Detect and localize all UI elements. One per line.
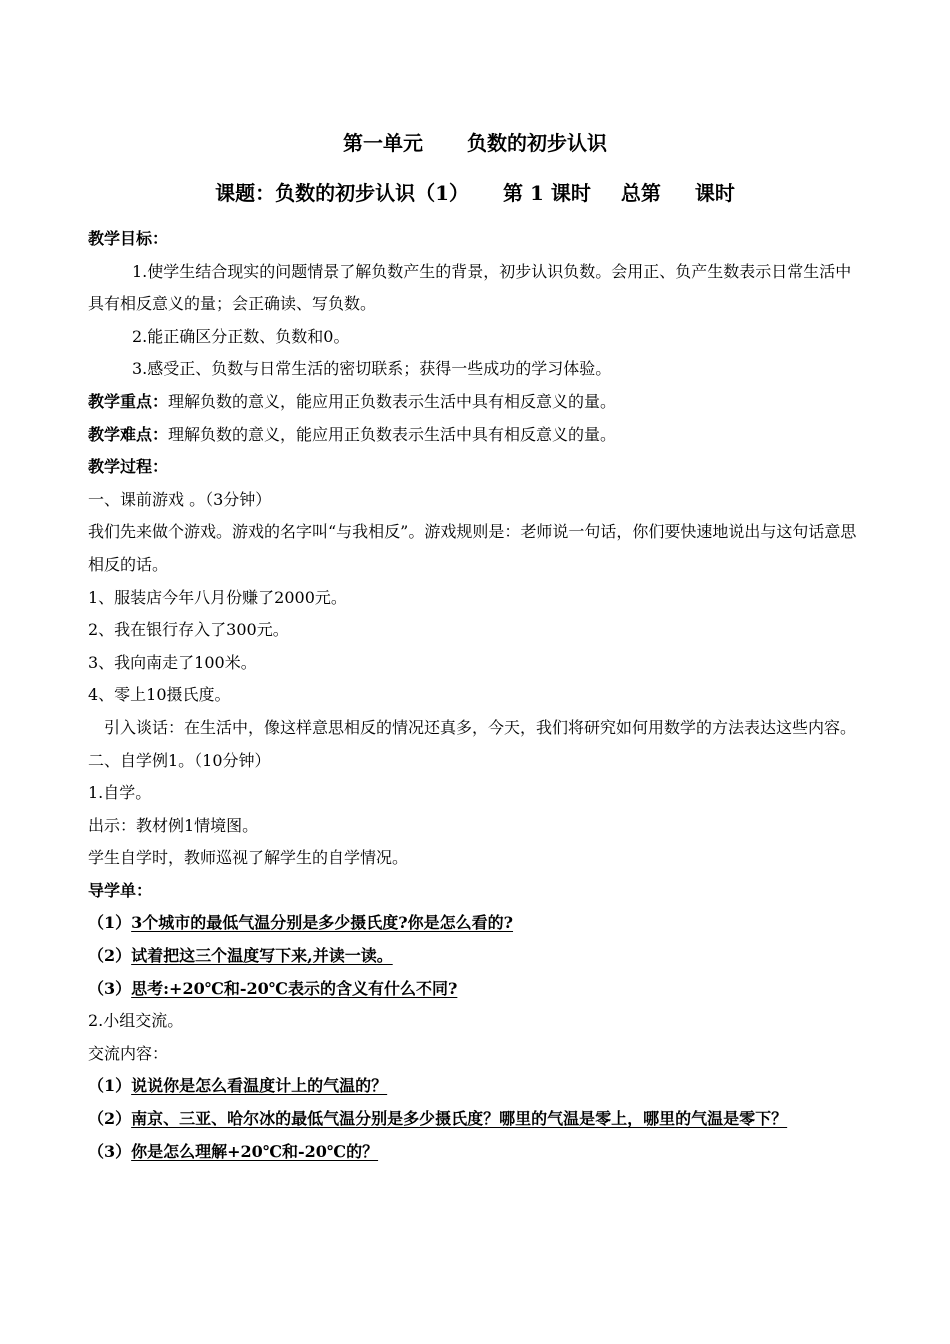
section1-intro: 我们先来做个游戏。游戏的名字叫“与我相反”。游戏规则是：老师说一句话，你们要快速地说出与这句话意思相反的话。 [88, 522, 857, 574]
unit-title [0, 129, 950, 157]
game-item: 1、服装店今年八月份赚了2000元。 [88, 587, 347, 607]
observe-text: 学生自学时，教师巡视了解学生的自学情况。 [88, 848, 409, 868]
lesson-total: 总第 [620, 181, 661, 205]
difficulty-label: 教学难点： [88, 424, 169, 444]
exchange-item-text: 说说你是怎么看温度计上的气温的？ [131, 1076, 388, 1096]
show-text: 出示：教材例1情境图。 [88, 815, 259, 835]
exchange-item [88, 1103, 864, 1136]
exchange-item-num: （1） [88, 1076, 132, 1096]
unit-label: 第一单元 [343, 131, 423, 155]
exchange-item [88, 1070, 864, 1103]
key-point-label: 教学重点： [88, 391, 169, 411]
lesson-title [0, 179, 950, 207]
exchange-item-num: （2） [88, 1109, 132, 1129]
lesson-topic: 课题：负数的初步认识（1） [215, 181, 470, 205]
lesson-unit-word: 课时 [694, 181, 735, 205]
process-heading: 教学过程： [88, 457, 169, 477]
difficulty [88, 419, 864, 452]
difficulty-text: 理解负数的意义，能应用正负数表示生活中具有相反意义的量。 [168, 424, 617, 444]
guide-item-text: 3个城市的最低气温分别是多少摄氏度?你是怎么看的? [131, 913, 514, 933]
lead-in: 引入谈话：在生活中，像这样意思相反的情况还真多，今天，我们将研究如何用数学的方法表达这些内容。 [104, 717, 857, 737]
game-item: 3、我向南走了100米。 [88, 652, 257, 672]
key-point [88, 386, 864, 419]
exchange-item [88, 1136, 864, 1169]
section1-title: 一、课前游戏 。（3分钟） [88, 489, 272, 509]
objective-item: 2.能正确区分正数、负数和0。 [132, 326, 350, 346]
exchange-item-text: 你是怎么理解+20℃和-20℃的？ [131, 1141, 379, 1161]
guide-item-num: （2） [88, 946, 132, 966]
guide-item [88, 940, 864, 973]
guide-item-num: （3） [88, 978, 132, 998]
objective-item: 1.使学生结合现实的问题情景了解负数产生的背景，初步认识负数。会用正、负产生数表示日常生活中具有相反意义的量；会正确读、写负数。 [88, 261, 852, 314]
step2: 2.小组交流。 [88, 1011, 184, 1031]
document-body [88, 223, 864, 1168]
step1: 1.自学。 [88, 783, 152, 803]
exchange-item-num: （3） [88, 1141, 132, 1161]
guide-item [88, 907, 864, 940]
guide-item [88, 973, 864, 1006]
game-item: 2、我在银行存入了300元。 [88, 620, 289, 640]
objective-item: 3.感受正、负数与日常生活的密切联系；获得一些成功的学习体验。 [132, 359, 612, 379]
game-item: 4、零上10摄氏度。 [88, 685, 231, 705]
guide-heading: 导学单： [88, 880, 153, 900]
guide-item-num: （1） [88, 913, 132, 933]
lesson-period: 第 1 课时 [503, 181, 591, 205]
key-point-text: 理解负数的意义，能应用正负数表示生活中具有相反意义的量。 [168, 391, 617, 411]
guide-item-text: 思考:+20℃和-20℃表示的含义有什么不同? [131, 978, 458, 998]
section2-title: 二、自学例1。（10分钟） [88, 750, 271, 770]
objectives-heading: 教学目标： [88, 229, 169, 248]
unit-topic: 负数的初步认识 [467, 131, 607, 155]
exchange-heading: 交流内容： [88, 1043, 169, 1063]
exchange-item-text: 南京、三亚、哈尔冰的最低气温分别是多少摄氏度？哪里的气温是零上，哪里的气温是零下？ [131, 1109, 788, 1129]
guide-item-text: 试着把这三个温度写下来,并读一读。 [131, 946, 393, 966]
